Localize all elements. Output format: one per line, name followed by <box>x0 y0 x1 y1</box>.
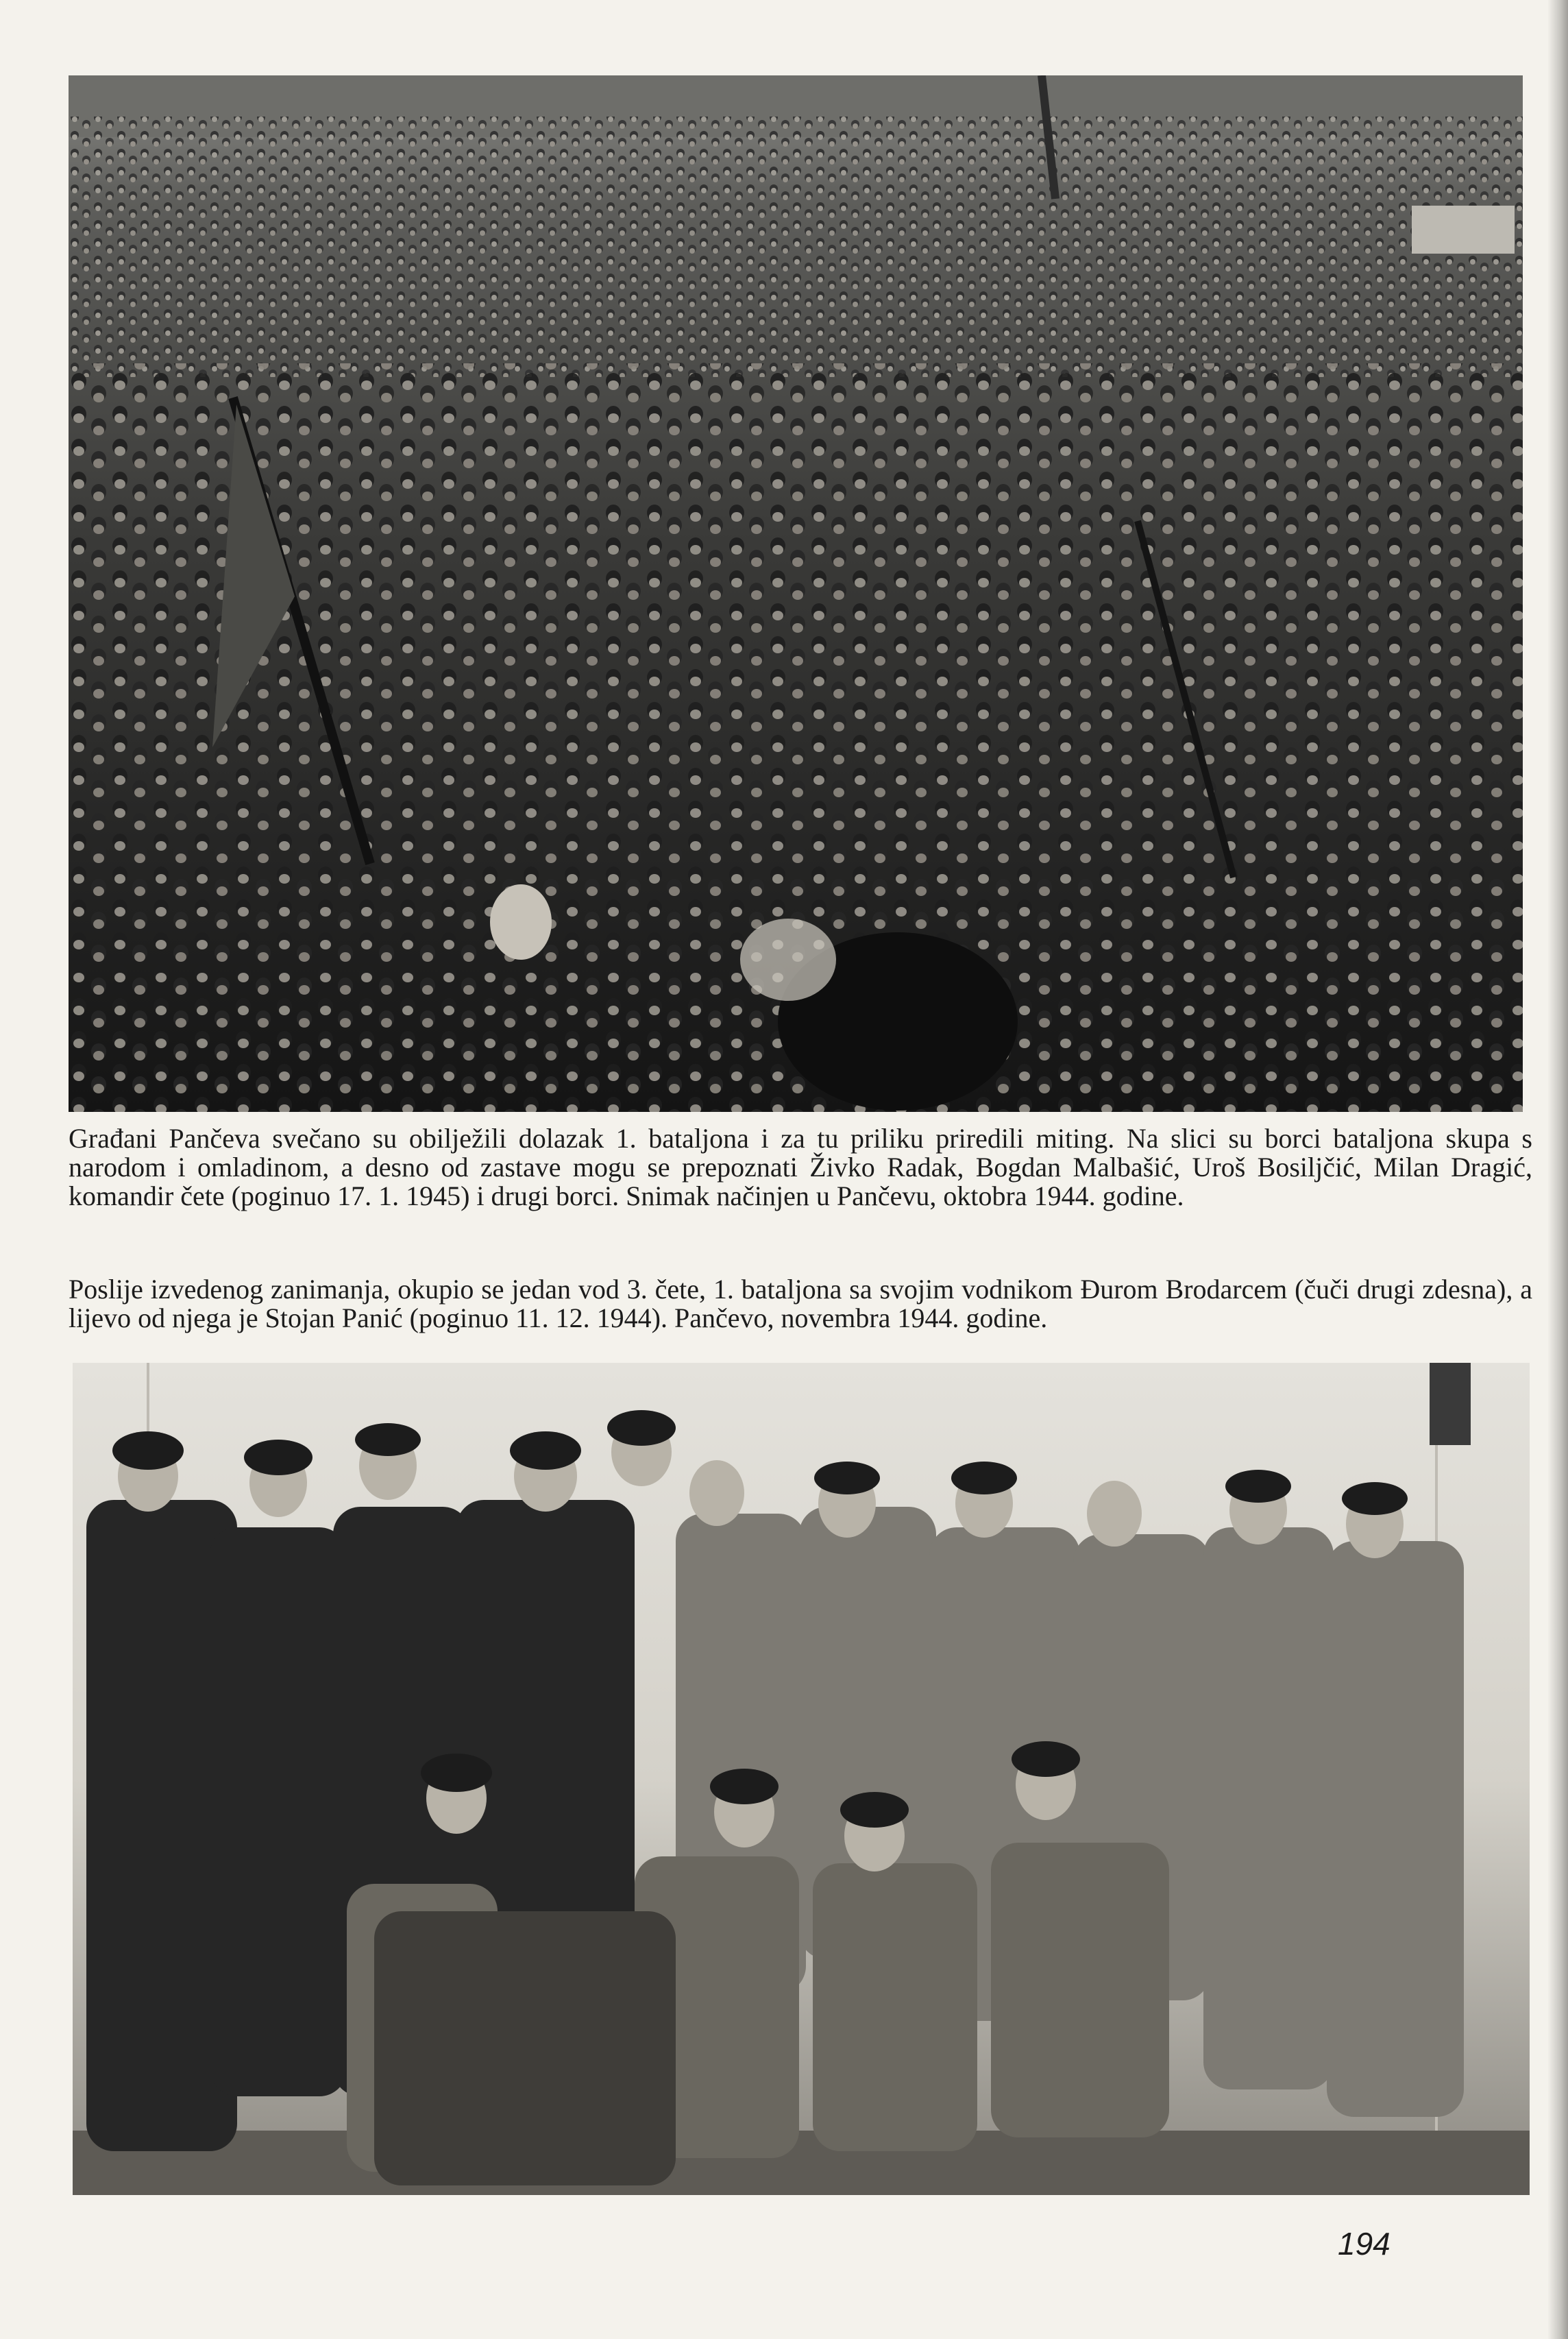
crowd-rally-image <box>69 75 1523 1112</box>
page-spine-shadow <box>1547 0 1568 2339</box>
crowd-photo-caption: Građani Pančeva svečano su obilježili dolazak 1. bataljona i za tu priliku priredili miting. Na slici su borci bataljona skupa s narodom i omladinom, a desno od zastave mogu se prepoznati Živko Radak, Bogdan Malbašić, Uroš Bosiljčić, Milan Dragić, komandir čete (poginuo 17. 1. 1945) i drugi borci. Snimak načinjen u Pančevu, oktobra 1944. godine. <box>69 1123 1532 1211</box>
page-number: 194 <box>1338 2226 1391 2262</box>
partisan-squad-photo <box>73 1363 1530 2195</box>
squad-photo-caption: Poslije izvedenog zanimanja, okupio se jedan vod 3. čete, 1. bataljona sa svojim vodnikom Đurom Brodarcem (čuči drugi zdesna), a lijevo od njega je Stojan Panić (poginuo 11. 12. 1944). Pančevo, novembra 1944. godine. <box>69 1274 1532 1333</box>
partisan-squad-image <box>73 1363 1530 2195</box>
crowd-rally-photo <box>69 75 1523 1112</box>
